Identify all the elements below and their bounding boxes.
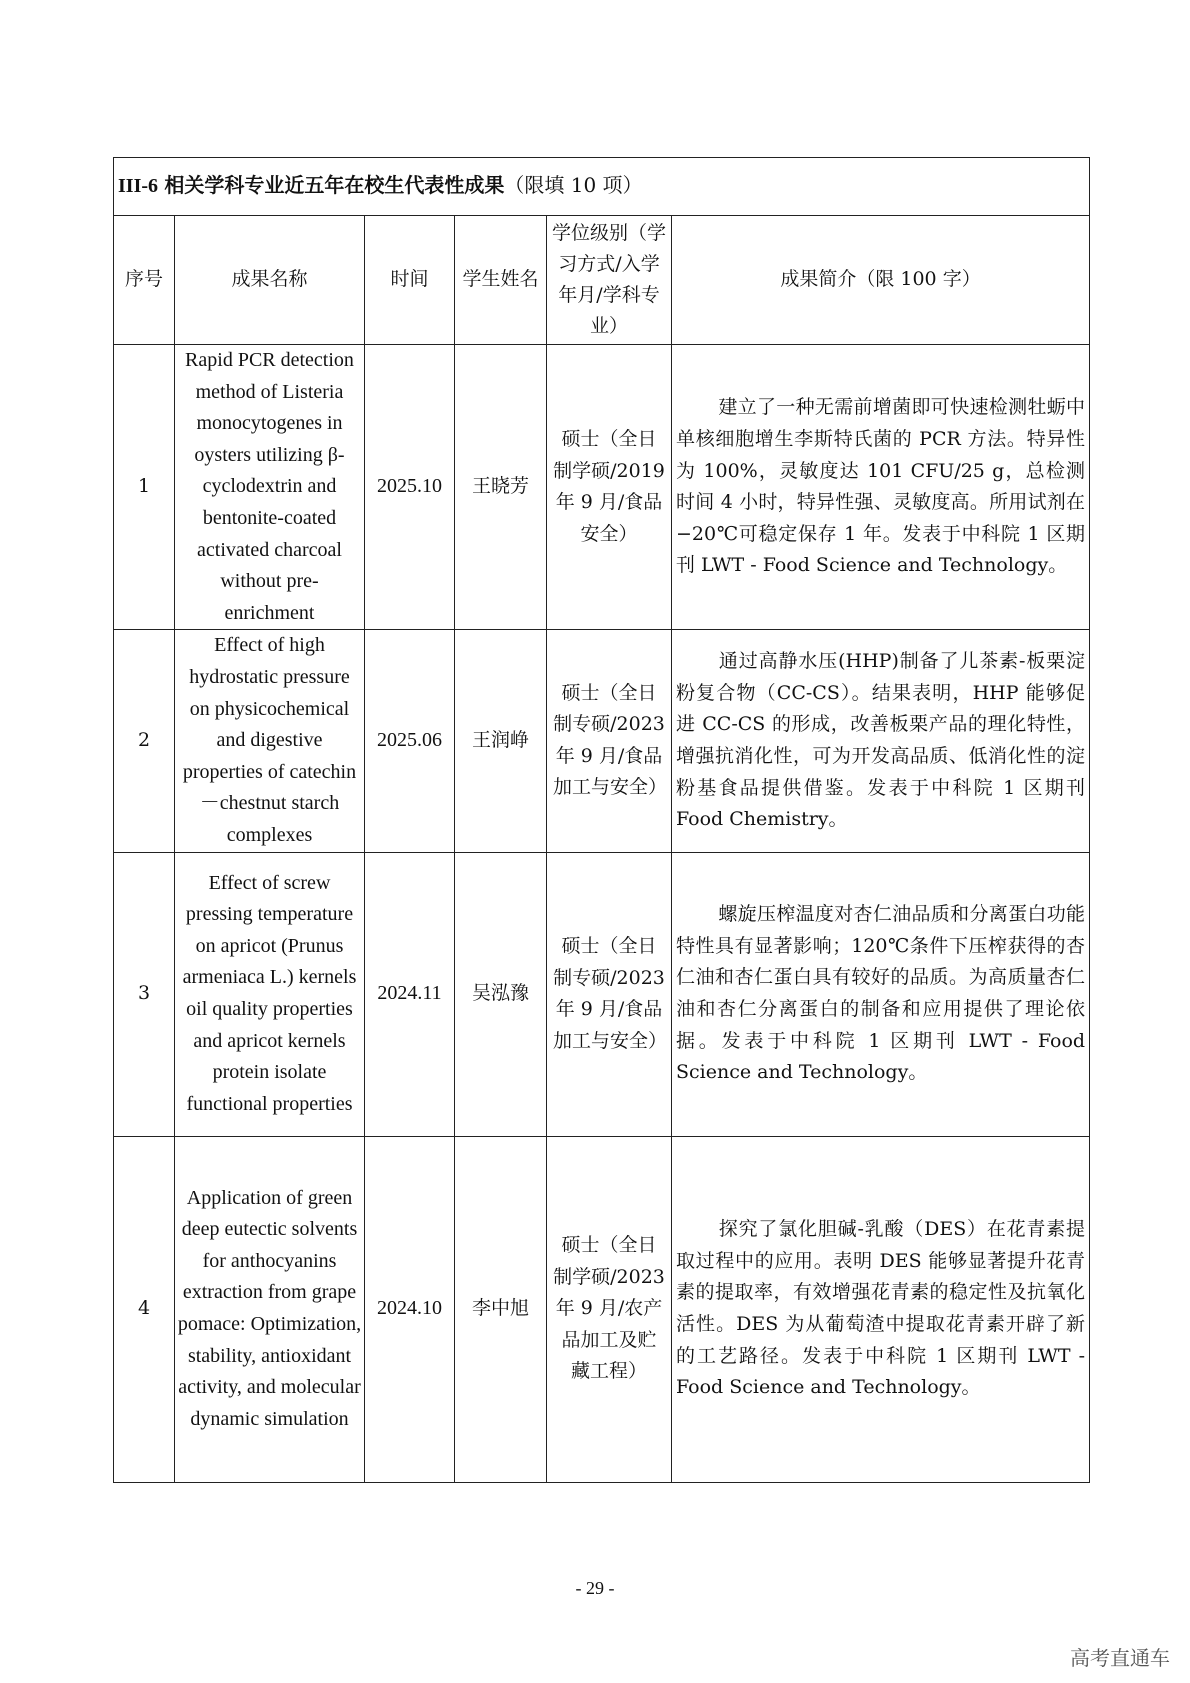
row-summary-text: 探究了氯化胆碱-乳酸（DES）在花青素提取过程中的应用。表明 DES 能够显著提升花青素的提取率，有效增强花青素的稳定性及抗氧化活性。DES 为从葡萄渣中提取花青素开辟了新的工艺路径。发表于中科院 1 区期刊 LWT - Food Science and Technology。 [676, 1218, 1086, 1399]
section-note: （限填 10 项） [504, 173, 643, 198]
header-summary: 成果简介（限 100 字） [672, 216, 1090, 345]
section-code: III-6 [118, 175, 159, 198]
row-degree: 硕士（全日制学硕/2023年 9 月/农产品加工及贮藏工程） [547, 1136, 672, 1482]
table-row [114, 1136, 1090, 1482]
header-degree: 学位级别（学习方式/入学年月/学科专业） [547, 216, 672, 345]
row-time: 2025.10 [365, 345, 455, 630]
row-summary [672, 630, 1090, 852]
table-row [114, 852, 1090, 1136]
row-summary-text: 螺旋压榨温度对杏仁油品质和分离蛋白功能特性具有显著影响；120℃条件下压榨获得的杏仁油和杏仁蛋白具有较好的品质。为高质量杏仁油和杏仁分离蛋白的制备和应用提供了理论依据。发表于中科院 1 区期刊 LWT - Food Science and Technology。 [676, 903, 1086, 1084]
row-name: Effect of screw pressing temperature on apricot (Prunus armeniaca L.) kernels oil quality properties and apricot kernels protein isolate functional properties [175, 852, 365, 1136]
row-seq: 3 [114, 852, 175, 1136]
header-name: 成果名称 [175, 216, 365, 345]
row-summary-text: 通过高静水压(HHP)制备了儿茶素-板栗淀粉复合物（CC-CS）。结果表明，HHP 能够促进 CC-CS 的形成，改善板栗产品的理化特性，增强抗消化性，可为开发高品质、低消化性的淀粉基食品提供借鉴。发表于中科院 1 区期刊 Food Chemistry。 [676, 650, 1086, 831]
row-seq: 1 [114, 345, 175, 630]
achievements-table [113, 157, 1090, 1483]
section-title [114, 158, 1090, 216]
row-time: 2025.06 [365, 630, 455, 852]
section-title-row [114, 158, 1090, 216]
watermark: 高考直通车 [1070, 1646, 1170, 1670]
header-row [114, 216, 1090, 345]
row-degree: 硕士（全日制学硕/2019年 9 月/食品安全） [547, 345, 672, 630]
page-number: - 29 - [575, 1578, 615, 1598]
header-student: 学生姓名 [455, 216, 547, 345]
row-seq: 2 [114, 630, 175, 852]
row-name: Application of green deep eutectic solvents for anthocyanins extraction from grape pomace: Optimization, stability, antioxidant activity, and molecular dynamic simulation [175, 1136, 365, 1482]
row-summary [672, 1136, 1090, 1482]
row-time: 2024.10 [365, 1136, 455, 1482]
table-row [114, 630, 1090, 852]
section-title-text: 相关学科专业近五年在校生代表性成果 [164, 173, 505, 198]
row-summary [672, 345, 1090, 630]
row-time: 2024.11 [365, 852, 455, 1136]
row-name: Rapid PCR detection method of Listeria monocytogenes in oysters utilizing β-cyclodextrin and bentonite-coated activated charcoal without pre-enrichment [175, 345, 365, 630]
row-seq: 4 [114, 1136, 175, 1482]
row-summary-text: 建立了一种无需前增菌即可快速检测牡蛎中单核细胞增生李斯特氏菌的 PCR 方法。特异性为 100%，灵敏度达 101 CFU/25 g，总检测时间 4 小时，特异性强、灵敏度高。所用试剂在−20℃可稳定保存 1 年。发表于中科院 1 区期刊 LWT - Food Science and Technology。 [676, 396, 1086, 577]
row-name: Effect of high hydrostatic pressure on physicochemical and digestive properties of catechin－chestnut starch complexes [175, 630, 365, 852]
row-student: 吴泓豫 [455, 852, 547, 1136]
row-degree: 硕士（全日制专硕/2023年 9 月/食品加工与安全） [547, 852, 672, 1136]
table-row [114, 345, 1090, 630]
row-student: 李中旭 [455, 1136, 547, 1482]
header-seq: 序号 [114, 216, 175, 345]
row-summary [672, 852, 1090, 1136]
row-degree: 硕士（全日制专硕/2023年 9 月/食品加工与安全） [547, 630, 672, 852]
row-student: 王晓芳 [455, 345, 547, 630]
header-time: 时间 [365, 216, 455, 345]
row-student: 王润峥 [455, 630, 547, 852]
